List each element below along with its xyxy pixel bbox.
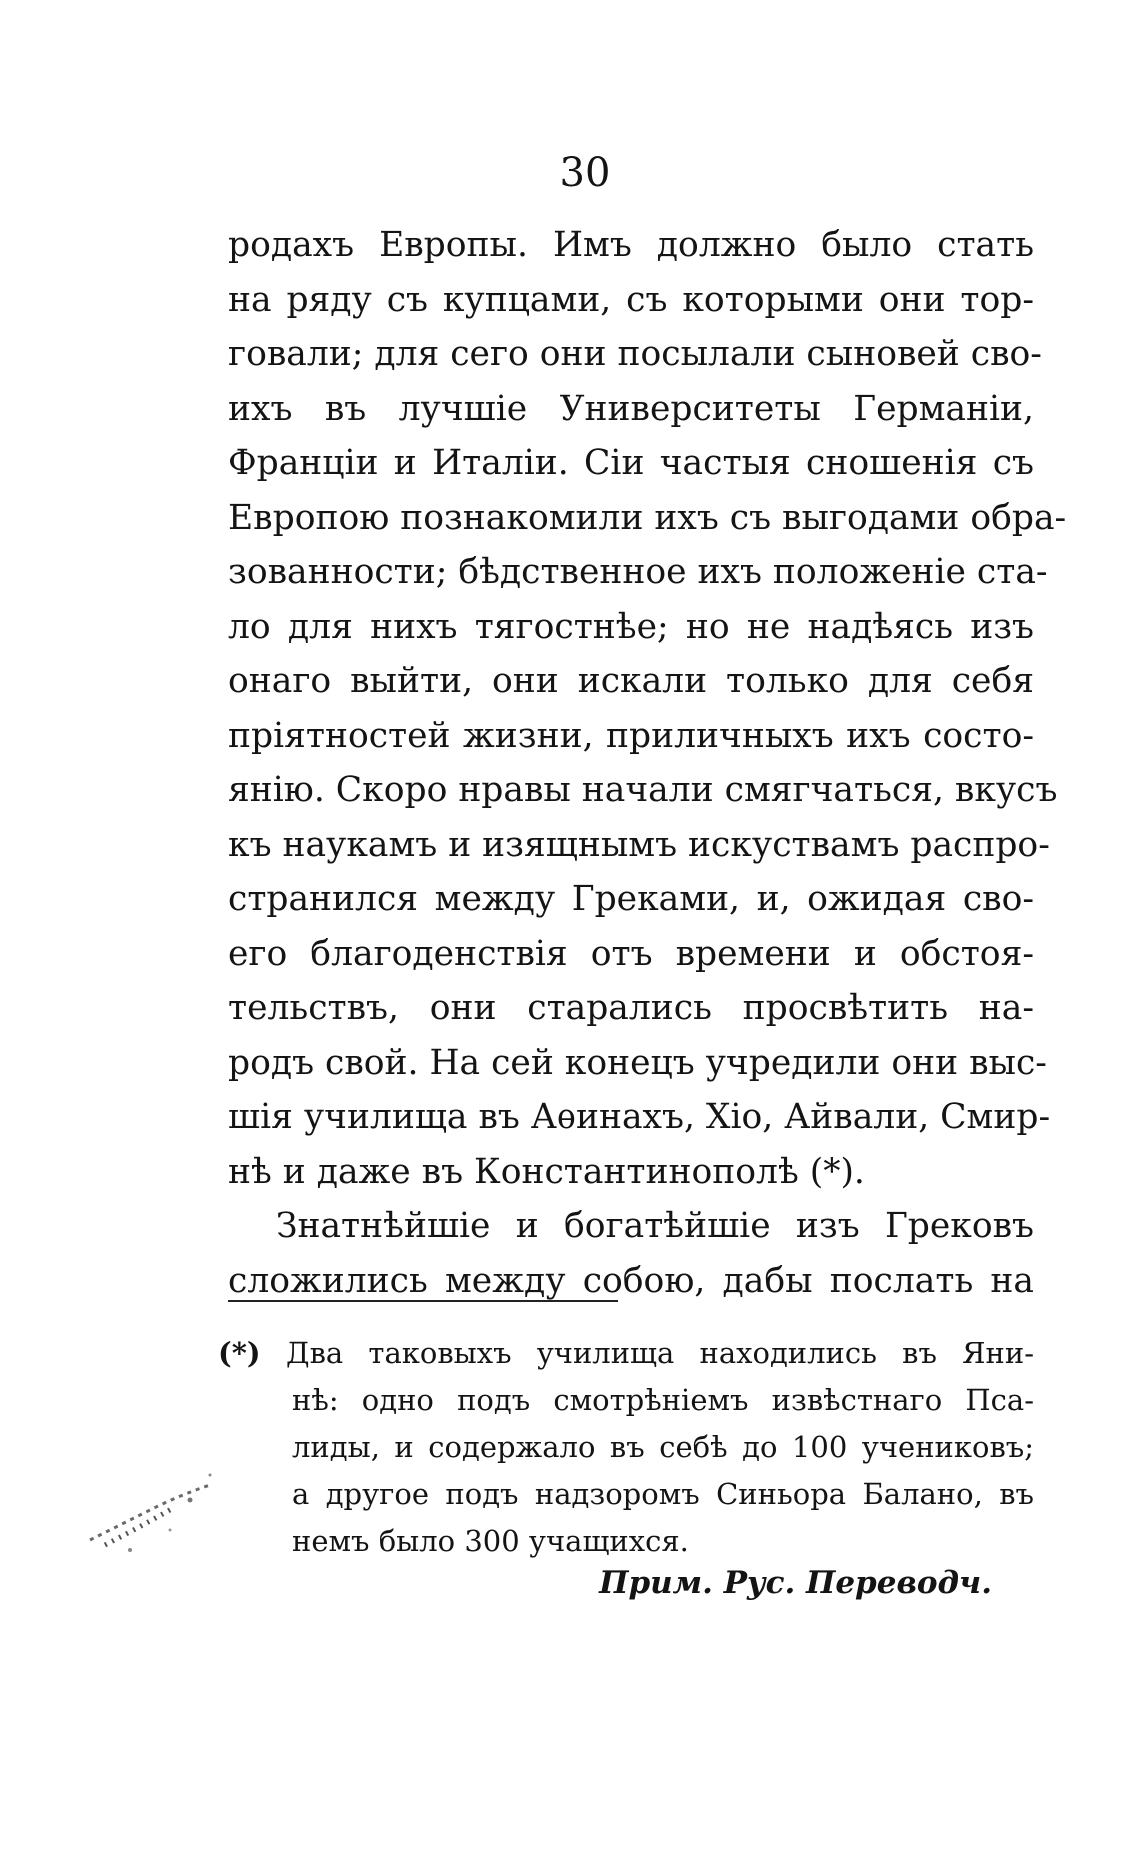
page-number: 30 — [559, 150, 611, 196]
footnote-line — [218, 1330, 1034, 1377]
footnote-separator — [228, 1300, 618, 1302]
text-line: ихъ въ лучшіе Университеты Германіи, — [228, 388, 1034, 429]
text-line: Европою познакомили ихъ съ выгодами обра- — [228, 497, 1067, 538]
footnote-attribution: Прим. Рус. Переводч. — [599, 1565, 992, 1601]
text-line: его благоденствія отъ времени и обстоя- — [228, 933, 1034, 974]
footnote — [218, 1330, 1034, 1565]
text-line: Знатнѣйшіе и богатѣйшіе изъ Грековъ — [276, 1206, 1034, 1246]
footnote-marker: (*) — [218, 1336, 261, 1370]
text-line: родъ свой. На сей конецъ учредили они выс- — [228, 1042, 1047, 1083]
text-line: Франціи и Италіи. Сіи частыя сношенія съ — [228, 443, 1034, 483]
footnote-line: немъ было 300 учащихся. — [292, 1524, 689, 1558]
text-line: онаго выйти, они искали только для себя — [228, 661, 1034, 701]
text-line: шія училища въ Аѳинахъ, Хіо, Айвали, Смир- — [228, 1097, 1051, 1137]
footnote-text: Два таковыхъ училища находились въ Яни- — [286, 1336, 1034, 1370]
footnote-line: нѣ: одно подъ смотрѣніемъ извѣстнаго Пса- — [292, 1383, 1034, 1417]
text-line: странился между Греками, и, ожидая сво- — [228, 879, 1034, 919]
text-line: зованности; бѣдственное ихъ положеніе ста- — [228, 552, 1048, 592]
main-text — [228, 218, 1067, 1308]
text-line: родахъ Европы. Имъ должно было стать — [228, 225, 1034, 265]
text-line: говали; для сего они посылали сыновей сво- — [228, 334, 1042, 374]
footnote-line: лиды, и содержало въ себѣ до 100 учениковъ; — [292, 1430, 1034, 1464]
text-line: на ряду съ купцами, съ которыми они тор- — [228, 279, 1034, 320]
text-line: къ наукамъ и изящнымъ искуствамъ распро- — [228, 824, 1050, 865]
text-line: пріятностей жизни, приличныхъ ихъ состо- — [228, 715, 1034, 756]
text-line: сложились между собою, дабы послать на — [228, 1260, 1034, 1301]
text-line: янію. Скоро нравы начали смягчаться, вкусъ — [228, 770, 1058, 810]
text-line: тельствъ, они старались просвѣтить на- — [228, 988, 1034, 1028]
text-line: нѣ и даже въ Константинополѣ (*). — [228, 1151, 865, 1192]
footnote-line: а другое подъ надзоромъ Синьора Балано, въ — [292, 1477, 1034, 1511]
text-line: ло для нихъ тягостнѣе; но не надѣясь изъ — [228, 606, 1034, 647]
ink-smudge — [70, 1455, 230, 1565]
